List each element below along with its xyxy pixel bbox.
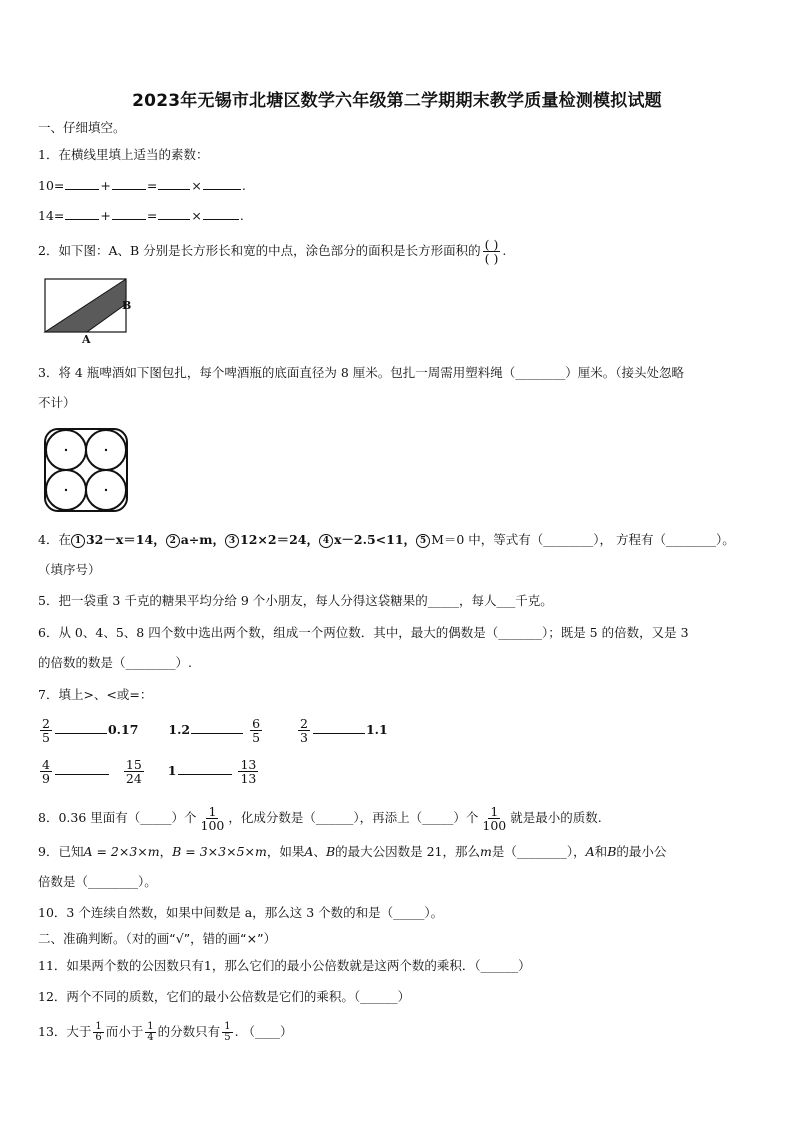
question-7-row-1: $\frac{2}{5}$ 0.17 1.2 $\frac{6}{5}$ $\frac{2}{3}$ 1.1	[42, 716, 388, 745]
question-4-line-1: 4．在 1 32－x＝14， 2 a÷m， 3 12×2＝24， 4 x－2.5<11， 5 M＝0 中，等式有（________）， 方程有（________）。	[38, 532, 735, 547]
question-4-line-2: （填序号）	[38, 562, 101, 577]
question-7-text: 7．填上>、<或=：	[38, 687, 153, 702]
bottles-figure	[41, 425, 131, 515]
answer-fraction: $\frac{( )}{( )}$	[484, 237, 499, 266]
section-2-heading: 二、准确判断。（对的画“√”，错的画“×”）	[38, 931, 277, 946]
question-10-text: 10．3 个连续自然数，如果中间数是 a，那么这 3 个数的和是（_____）。	[38, 905, 444, 920]
question-2-text: 2．如下图：A、B 分别是长方形长和宽的中点，涂色部分的面积是长方形面积的 $\frac{( )}{( )}$ .	[38, 237, 507, 266]
question-1-line-1: 10= + = × .	[38, 178, 246, 193]
question-8-text: 8．0.36 里面有（_____）个 $\frac{1}{100}$ ，化成分数是（______），再添上（_____）个 $\frac{1}{100}$ 就是最小的质数.	[38, 804, 602, 833]
label-a: A	[82, 333, 91, 346]
section-1-heading: 一、仔细填空。	[38, 120, 126, 135]
question-3-line-1: 3．将 4 瓶啤酒如下图包扎，每个啤酒瓶的底面直径为 8 厘米。包扎一周需用塑料绳（________）厘米。（接头处忽略	[38, 365, 685, 380]
question-5-text: 5．把一袋重 3 千克的糖果平均分给 9 个小朋友，每人分得这袋糖果的_____，每人___千克。	[38, 593, 553, 608]
question-6-line-1: 6．从 0、4、5、8 四个数中选出两个数，组成一个两位数．其中，最大的偶数是（_______）；既是 5 的倍数，又是 3	[38, 625, 689, 640]
question-11-text: 11．如果两个数的公因数只有1，那么它们的最小公倍数就是这两个数的乘积．（______）	[38, 958, 531, 973]
question-6-line-2: 的倍数的数是（________）.	[38, 655, 192, 670]
question-13-text: 13．大于 $\frac{1}{6}$ 而小于 $\frac{1}{4}$ 的分数只有 $\frac{1}{5}$ . （____）	[38, 1021, 293, 1043]
question-1-line-2: 14= + = × .	[38, 208, 244, 223]
question-1-text: 1．在横线里填上适当的素数：	[38, 147, 209, 162]
question-9-line-2: 倍数是（________）。	[38, 874, 157, 889]
label-b: B	[122, 299, 132, 312]
question-12-text: 12．两个不同的质数，它们的最小公倍数是它们的乘积。（______）	[38, 989, 411, 1004]
question-3-line-2: 不计）	[38, 395, 76, 410]
question-7-row-2: $\frac{4}{9}$ $\frac{15}{24}$ 1 $\frac{13}{13}$	[42, 757, 257, 786]
question-9-line-1: 9．已知A = 2×3×m，B = 3×3×5×m，如果A、B的最大公因数是 21，那么m是（________），A和B的最小公	[38, 844, 667, 859]
page-title: 2023年无锡市北塘区数学六年级第二学期期末教学质量检测模拟试题	[132, 91, 662, 111]
